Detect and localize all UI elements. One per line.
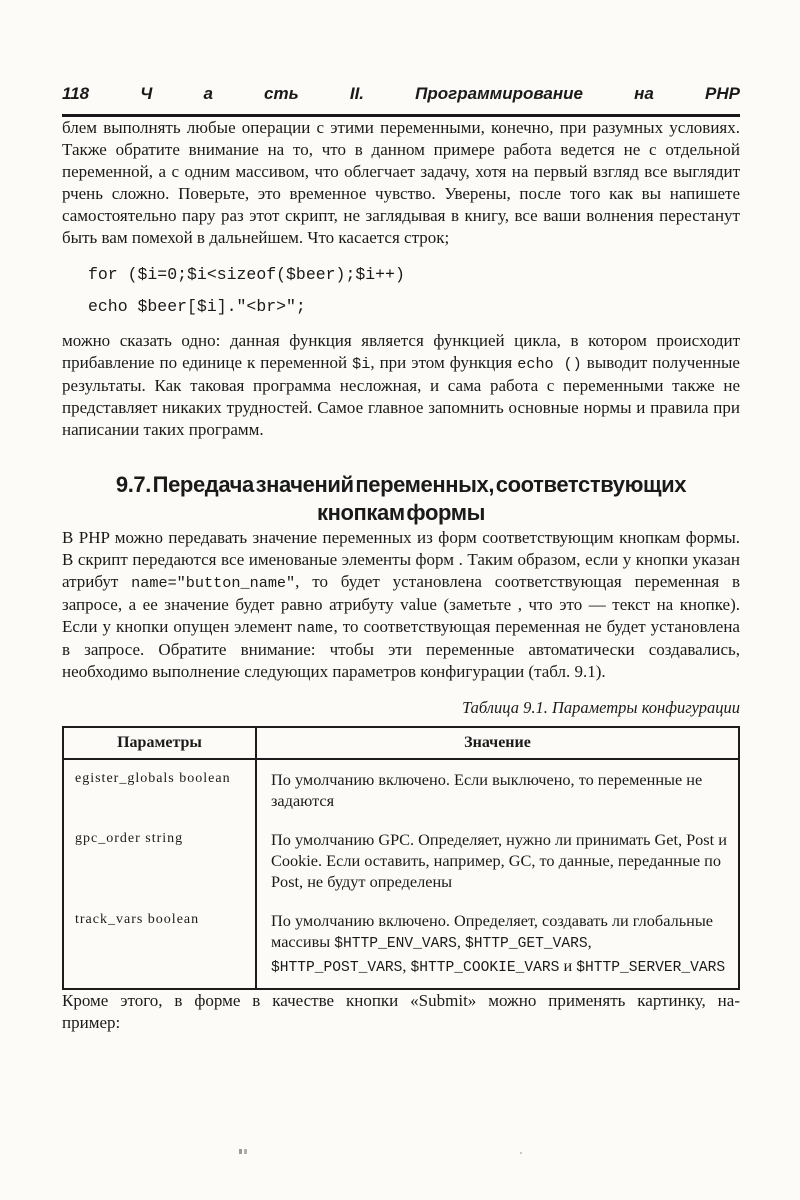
code-line: echo $beer[$i]."<br>"; (88, 297, 306, 316)
param-cell: track_vars boolean (63, 901, 256, 989)
inline-code: echo () (517, 355, 582, 373)
scan-speck (520, 1152, 522, 1154)
running-head-word: а (203, 84, 213, 103)
table-row (63, 759, 739, 820)
table-caption: Таблица 9.1. Параметры конфигурации (462, 698, 740, 717)
closing-line: Кроме этого, в форме в качестве кнопки «Submit» можно применять картинку, на- (62, 991, 740, 1010)
running-head-word: сть (264, 84, 299, 103)
text-segment: , (587, 932, 592, 951)
value-cell: По умолчанию включено. Если выключено, то переменные не задаются (271, 770, 703, 810)
section-heading-line: кнопкам формы (316, 500, 486, 525)
text-segment: и (559, 956, 577, 975)
inline-code: $HTTP_ENV_VARS (334, 936, 457, 952)
table-row (63, 901, 739, 989)
inline-code: $HTTP_POST_VARS (271, 960, 403, 976)
text-segment: , (456, 932, 466, 951)
intro-paragraph: блем выполнять любые операции с этими переменными, конечно, при разумных условиях. Также обратите внимание на то, что в данном примере работа ведется не с отдельной переменной, а с одним массивом, что облегчает задачу, хотя на первый взгляд все выглядит рчень сложно. Поверьте, это временное чувство. Уверены, после того как вы напишете самостоятельно пару раз этот скрипт, не заглядывая в книгу, все ваши волнения перестанут быть вам помехой в дальнейшем. Что касается строк; (62, 118, 740, 247)
section-heading-line: 9.7. Передача значений переменных, соответствующих (115, 472, 687, 497)
text-segment: можно сказать одно: данная функция является функцией цикла, в котором происходит прибавление по единице к переменной (62, 331, 740, 372)
forms-paragraph (62, 527, 740, 683)
config-table (62, 726, 740, 990)
text-segment: , то будет установлена соответствующая переменная в запросе, а ее значение будет равно атрибуту value (заметьте , что это — текст на кнопке). Если у кнопки опущен элемент (62, 572, 740, 636)
inline-code: $i (352, 355, 371, 373)
scan-speck (239, 1149, 242, 1154)
closing-line: пример: (62, 1013, 121, 1032)
text-segment: выводит полученные результаты. Как таковая программа несложная, и сама работа с переменными также не представляет никаких трудностей. Самое главное запомнить основные нормы и правила при написании таких программ. (62, 353, 740, 439)
inline-code: name="button_name" (131, 574, 296, 592)
running-head-word: Ч (140, 84, 153, 103)
page-number: 118 (62, 84, 90, 103)
text-segment: В PHP можно передавать значение переменных из форм соответствующим кнопкам формы. В скрипт передаются все именованые элементы форм . Таким образом, если у кнопки указан атрибут (62, 528, 740, 591)
table-header-params: Параметры (63, 727, 256, 759)
value-cell: По умолчанию GPC. Определяет, нужно ли принимать Get, Post и Cookie. Если оставить, например, GC, то данные, переданные по Post, не будут определены (271, 830, 727, 891)
text-segment: , то соответствующая переменная не будет установлена в запросе. Обратите внимание: чтобы эти переменные автоматически создавались, необходимо выполнение следующих параметров конфигурации (табл. 9.1). (62, 617, 740, 681)
inline-code: $HTTP_COOKIE_VARS (410, 960, 560, 976)
text-segment: По умолчанию включено. Определяет, создавать ли глобальные массивы (271, 911, 714, 951)
inline-code: $HTTP_SERVER_VARS (576, 960, 726, 976)
table-header-row (63, 727, 739, 759)
running-head-word: II. (349, 84, 365, 103)
text-segment: , при этом функция (370, 353, 518, 372)
running-head-word: PHP (705, 84, 740, 103)
param-cell: egister_globals boolean (63, 759, 256, 820)
running-head-word: на (634, 84, 654, 103)
section-heading (62, 471, 740, 527)
table-row (63, 820, 739, 901)
code-line: for ($i=0;$i<sizeof($beer);$i++) (88, 265, 405, 284)
param-cell: gpc_order string (63, 820, 256, 901)
value-cell (256, 901, 739, 989)
code-block (88, 266, 740, 315)
running-head-word: Программирование (415, 84, 583, 103)
table-header-value: Значение (256, 727, 739, 759)
closing-paragraph (62, 990, 740, 1034)
inline-code: name (297, 619, 334, 637)
cycle-paragraph (62, 330, 740, 441)
running-head (62, 84, 740, 117)
inline-code: $HTTP_GET_VARS (465, 936, 588, 952)
text-segment: , (402, 956, 411, 975)
